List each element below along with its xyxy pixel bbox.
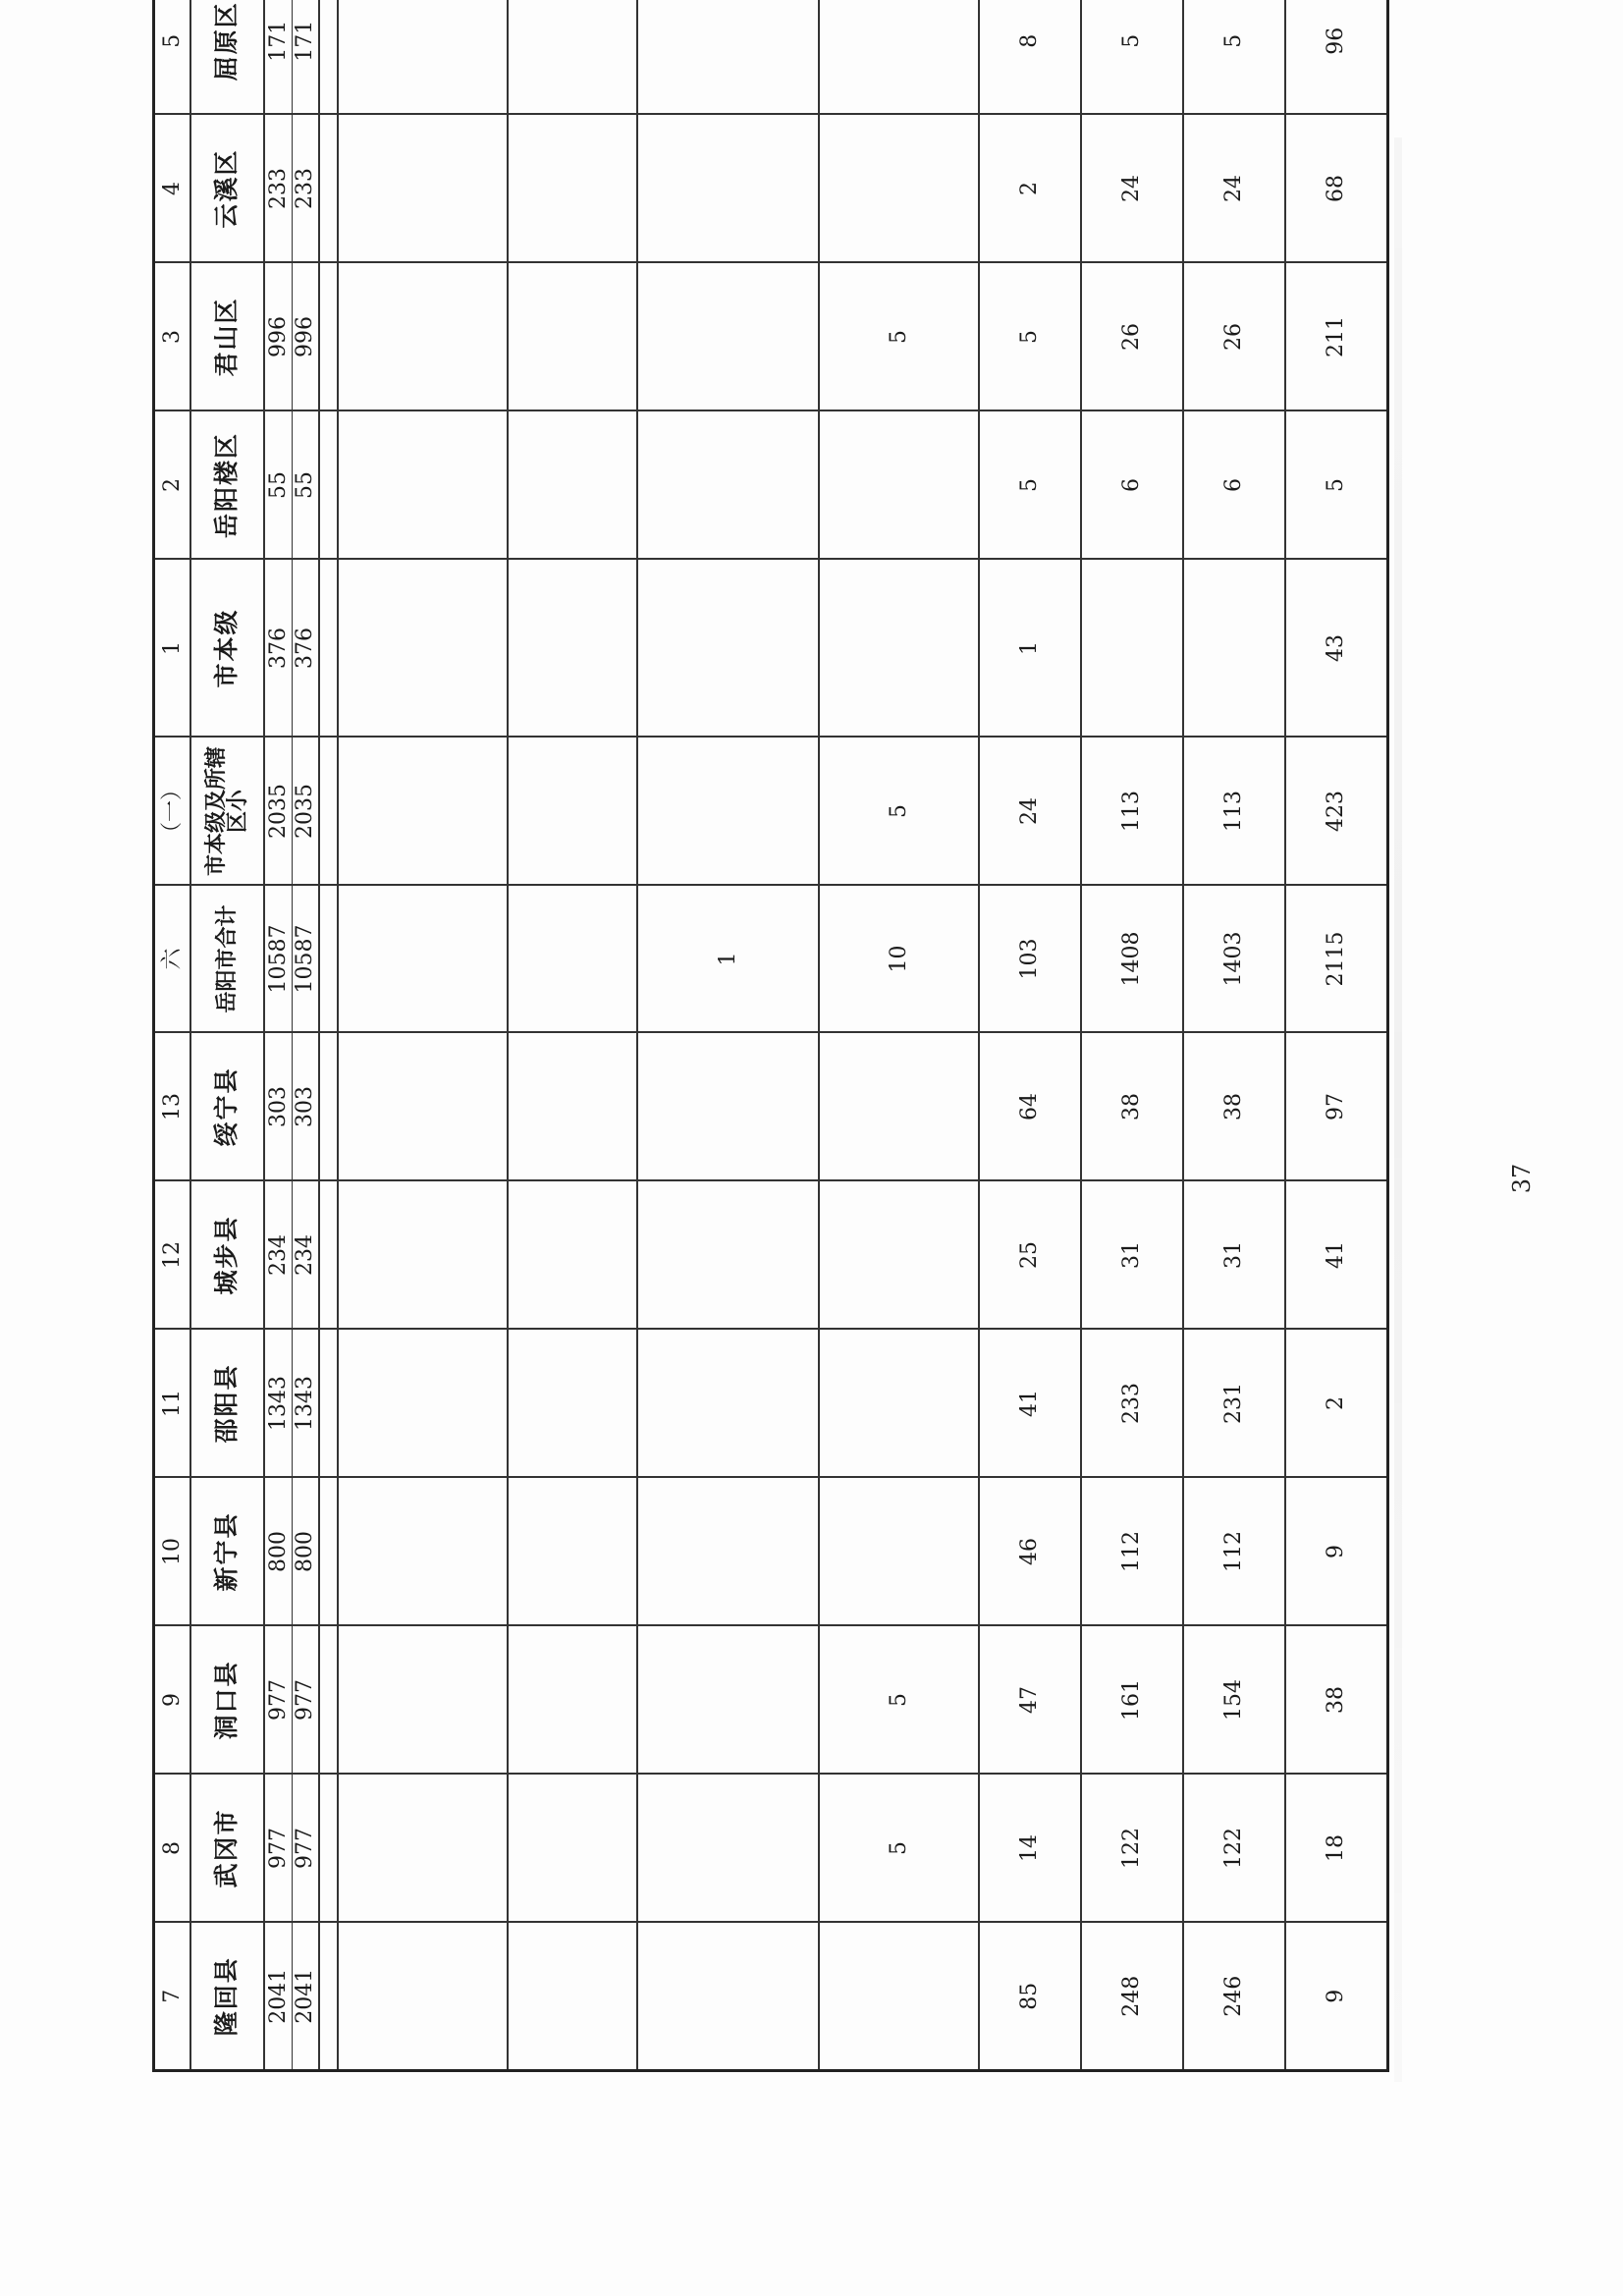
- column-index-cell: 11: [154, 1330, 190, 1478]
- column-index-cell: 5: [154, 0, 190, 115]
- total-row-b: [292, 0, 319, 2071]
- value-cell: 5: [979, 411, 1081, 560]
- value-cell: 10: [819, 886, 978, 1033]
- value-cell: 24: [979, 738, 1081, 886]
- total-cell-a: 55: [264, 411, 292, 560]
- thin-row: [319, 0, 337, 2071]
- value-cell: [508, 1626, 637, 1775]
- value-cell: [637, 1923, 819, 2071]
- empty-cell: [319, 1775, 337, 1923]
- total-cell-a: 171: [264, 0, 292, 115]
- column-index-cell: 9: [154, 1626, 190, 1775]
- data-row-8: [1285, 0, 1388, 2071]
- value-cell: [508, 738, 637, 886]
- total-cell-b: 1343: [292, 1330, 319, 1478]
- value-cell: 26: [1081, 263, 1183, 411]
- empty-cell: [319, 738, 337, 886]
- empty-cell: [319, 886, 337, 1033]
- column-index-cell: 2: [154, 411, 190, 560]
- value-cell: 423: [1285, 738, 1388, 886]
- column-name-cell: 绥宁县: [190, 1033, 264, 1181]
- value-cell: [508, 0, 637, 115]
- total-cell-a: 977: [264, 1626, 292, 1775]
- value-cell: 5: [979, 263, 1081, 411]
- column-name-cell: 隆回县: [190, 1923, 264, 2071]
- column-name-cell: 洞口县: [190, 1626, 264, 1775]
- value-cell: 25: [979, 1181, 1081, 1330]
- column-index-cell: 8: [154, 1775, 190, 1923]
- value-cell: 68: [1285, 115, 1388, 263]
- column-name-cell: 君山区: [190, 263, 264, 411]
- data-row-7: [1183, 0, 1285, 2071]
- value-cell: [637, 560, 819, 738]
- total-row-a: [264, 0, 292, 2071]
- value-cell: 41: [1285, 1181, 1388, 1330]
- value-cell: 5: [1183, 0, 1285, 115]
- value-cell: [338, 0, 509, 115]
- value-cell: 5: [819, 263, 978, 411]
- value-cell: [508, 1033, 637, 1181]
- empty-cell: [319, 1181, 337, 1330]
- value-cell: 122: [1081, 1775, 1183, 1923]
- value-cell: [508, 115, 637, 263]
- empty-cell: [319, 1478, 337, 1626]
- total-cell-a: 233: [264, 115, 292, 263]
- column-index-cell: 4: [154, 115, 190, 263]
- value-cell: 122: [1183, 1775, 1285, 1923]
- value-cell: [637, 263, 819, 411]
- data-row-5: [979, 0, 1081, 2071]
- value-cell: [338, 1626, 509, 1775]
- value-cell: [508, 263, 637, 411]
- value-cell: 154: [1183, 1626, 1285, 1775]
- value-cell: [508, 1478, 637, 1626]
- value-cell: 31: [1183, 1181, 1285, 1330]
- value-cell: [637, 1181, 819, 1330]
- value-cell: 46: [979, 1478, 1081, 1626]
- column-index-cell: 13: [154, 1033, 190, 1181]
- value-cell: [1183, 560, 1285, 738]
- total-cell-a: 234: [264, 1181, 292, 1330]
- column-index-cell: 7: [154, 1923, 190, 2071]
- column-name-cell: 岳阳市合计: [190, 886, 264, 1033]
- column-index-cell: 六: [154, 886, 190, 1033]
- value-cell: 113: [1183, 738, 1285, 886]
- value-cell: 103: [979, 886, 1081, 1033]
- column-index-cell: 1: [154, 560, 190, 738]
- statistics-table: [152, 0, 1389, 2072]
- value-cell: [637, 1478, 819, 1626]
- value-cell: 43: [1285, 560, 1388, 738]
- empty-cell: [319, 411, 337, 560]
- value-cell: 96: [1285, 0, 1388, 115]
- value-cell: 31: [1081, 1181, 1183, 1330]
- total-cell-a: 996: [264, 263, 292, 411]
- value-cell: 2: [1285, 1330, 1388, 1478]
- total-cell-a: 2041: [264, 1923, 292, 2071]
- total-cell-b: 2035: [292, 738, 319, 886]
- value-cell: [338, 1033, 509, 1181]
- value-cell: 248: [1081, 1923, 1183, 2071]
- value-cell: 8: [979, 0, 1081, 115]
- value-cell: [508, 1181, 637, 1330]
- value-cell: [819, 115, 978, 263]
- value-cell: [338, 560, 509, 738]
- value-cell: [508, 560, 637, 738]
- value-cell: 18: [1285, 1775, 1388, 1923]
- value-cell: [819, 560, 978, 738]
- value-cell: 9: [1285, 1478, 1388, 1626]
- value-cell: 38: [1081, 1033, 1183, 1181]
- total-cell-b: 10587: [292, 886, 319, 1033]
- value-cell: [637, 0, 819, 115]
- column-index-cell: 12: [154, 1181, 190, 1330]
- total-cell-a: 376: [264, 560, 292, 738]
- value-cell: 47: [979, 1626, 1081, 1775]
- value-cell: [637, 1033, 819, 1181]
- total-cell-a: 303: [264, 1033, 292, 1181]
- value-cell: 97: [1285, 1033, 1388, 1181]
- value-cell: 64: [979, 1033, 1081, 1181]
- value-cell: 211: [1285, 263, 1388, 411]
- total-cell-b: 233: [292, 115, 319, 263]
- empty-cell: [319, 1923, 337, 2071]
- value-cell: [508, 1775, 637, 1923]
- value-cell: [637, 1775, 819, 1923]
- value-cell: [338, 738, 509, 886]
- column-name-cell: 武冈市: [190, 1775, 264, 1923]
- total-cell-b: 376: [292, 560, 319, 738]
- total-cell-b: 977: [292, 1626, 319, 1775]
- value-cell: [819, 1923, 978, 2071]
- value-cell: 9: [1285, 1923, 1388, 2071]
- value-cell: 233: [1081, 1330, 1183, 1478]
- empty-cell: [319, 263, 337, 411]
- name-row: [190, 0, 264, 2071]
- value-cell: 85: [979, 1923, 1081, 2071]
- value-cell: [338, 1775, 509, 1923]
- total-cell-b: 800: [292, 1478, 319, 1626]
- value-cell: [338, 1923, 509, 2071]
- value-cell: 5: [1081, 0, 1183, 115]
- total-cell-a: 977: [264, 1775, 292, 1923]
- total-cell-a: 10587: [264, 886, 292, 1033]
- data-row-4: [819, 0, 978, 2071]
- column-index-cell: 10: [154, 1478, 190, 1626]
- value-cell: [338, 1478, 509, 1626]
- data-row-3: [637, 0, 819, 2071]
- value-cell: 26: [1183, 263, 1285, 411]
- column-name-cell: 市本级: [190, 560, 264, 738]
- value-cell: [338, 1181, 509, 1330]
- empty-cell: [319, 1330, 337, 1478]
- column-name-cell: 屈原区: [190, 0, 264, 115]
- value-cell: 1: [637, 886, 819, 1033]
- total-cell-b: 977: [292, 1775, 319, 1923]
- value-cell: [508, 886, 637, 1033]
- value-cell: 41: [979, 1330, 1081, 1478]
- value-cell: [338, 115, 509, 263]
- value-cell: [508, 1923, 637, 2071]
- value-cell: [508, 411, 637, 560]
- value-cell: [637, 738, 819, 886]
- empty-cell: [319, 1626, 337, 1775]
- value-cell: 1: [979, 560, 1081, 738]
- value-cell: 38: [1183, 1033, 1285, 1181]
- value-cell: 24: [1183, 115, 1285, 263]
- value-cell: 246: [1183, 1923, 1285, 2071]
- value-cell: 5: [819, 738, 978, 886]
- scan-shadow: [1394, 137, 1402, 2082]
- value-cell: 6: [1183, 411, 1285, 560]
- value-cell: 2: [979, 115, 1081, 263]
- value-cell: 24: [1081, 115, 1183, 263]
- data-row-2: [508, 0, 637, 2071]
- column-name-cell: 市本级及所辖区小: [190, 738, 264, 886]
- value-cell: [637, 115, 819, 263]
- value-cell: [338, 1330, 509, 1478]
- value-cell: [508, 1330, 637, 1478]
- value-cell: 113: [1081, 738, 1183, 886]
- total-cell-b: 303: [292, 1033, 319, 1181]
- total-cell-b: 234: [292, 1181, 319, 1330]
- total-cell-a: 2035: [264, 738, 292, 886]
- value-cell: 1403: [1183, 886, 1285, 1033]
- value-cell: 112: [1183, 1478, 1285, 1626]
- value-cell: 6: [1081, 411, 1183, 560]
- value-cell: [819, 411, 978, 560]
- total-cell-b: 171: [292, 0, 319, 115]
- total-cell-a: 1343: [264, 1330, 292, 1478]
- index-row: [154, 0, 190, 2071]
- value-cell: 1408: [1081, 886, 1183, 1033]
- value-cell: [637, 1626, 819, 1775]
- table-body: [154, 0, 1388, 2071]
- value-cell: 14: [979, 1775, 1081, 1923]
- column-name-cell: 云溪区: [190, 115, 264, 263]
- value-cell: [338, 263, 509, 411]
- value-cell: [819, 1181, 978, 1330]
- total-cell-a: 800: [264, 1478, 292, 1626]
- column-name-cell: 城步县: [190, 1181, 264, 1330]
- value-cell: 2115: [1285, 886, 1388, 1033]
- column-index-cell: （一）: [154, 738, 190, 886]
- total-cell-b: 55: [292, 411, 319, 560]
- empty-cell: [319, 0, 337, 115]
- table-frame: [152, 1, 1389, 2072]
- column-name-cell: 新宁县: [190, 1478, 264, 1626]
- data-row-6: [1081, 0, 1183, 2071]
- total-cell-b: 2041: [292, 1923, 319, 2071]
- value-cell: 161: [1081, 1626, 1183, 1775]
- column-name-cell: 岳阳楼区: [190, 411, 264, 560]
- value-cell: [637, 1330, 819, 1478]
- value-cell: 38: [1285, 1626, 1388, 1775]
- value-cell: [819, 0, 978, 115]
- value-cell: [819, 1330, 978, 1478]
- value-cell: 112: [1081, 1478, 1183, 1626]
- value-cell: [338, 886, 509, 1033]
- empty-cell: [319, 560, 337, 738]
- value-cell: 231: [1183, 1330, 1285, 1478]
- column-index-cell: 3: [154, 263, 190, 411]
- value-cell: [637, 411, 819, 560]
- value-cell: 5: [1285, 411, 1388, 560]
- column-name-cell: 邵阳县: [190, 1330, 264, 1478]
- total-cell-b: 996: [292, 263, 319, 411]
- data-row-1: [338, 0, 509, 2071]
- value-cell: [1081, 560, 1183, 738]
- value-cell: [819, 1478, 978, 1626]
- empty-cell: [319, 115, 337, 263]
- page-number: 37: [1508, 1163, 1536, 1194]
- value-cell: [819, 1033, 978, 1181]
- value-cell: 5: [819, 1626, 978, 1775]
- rotated-table-container: [152, 1, 1389, 2072]
- value-cell: 5: [819, 1775, 978, 1923]
- empty-cell: [319, 1033, 337, 1181]
- value-cell: [338, 411, 509, 560]
